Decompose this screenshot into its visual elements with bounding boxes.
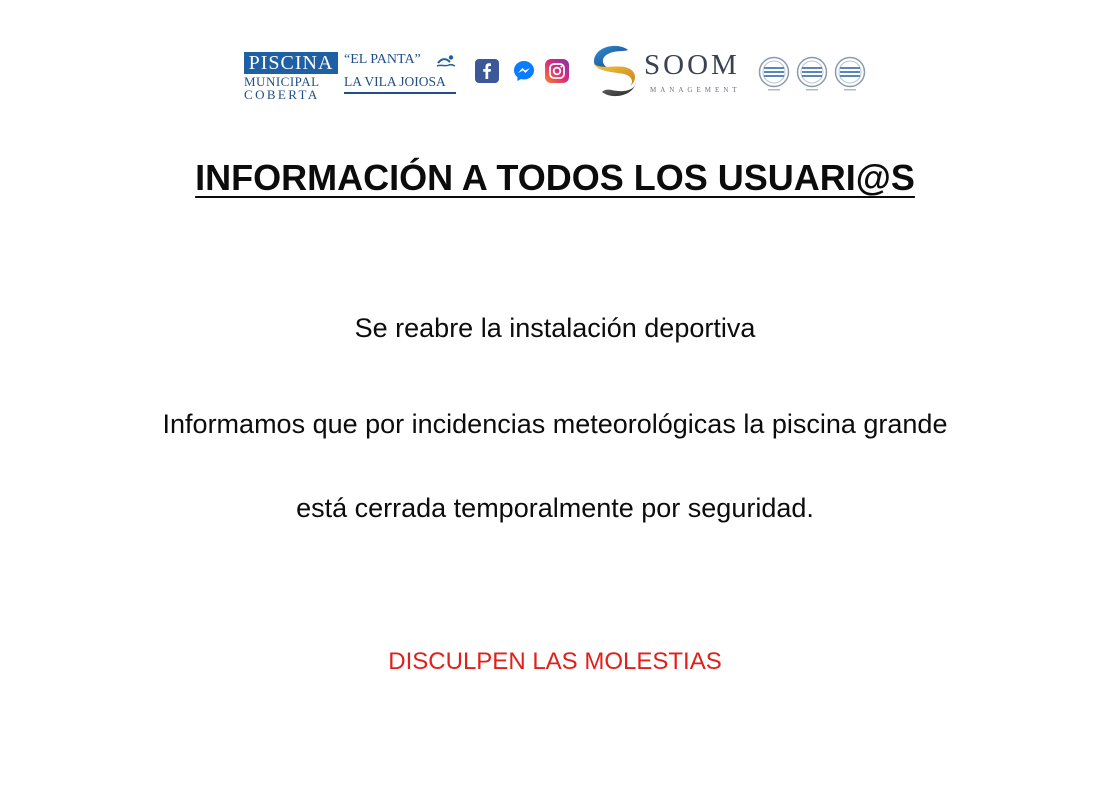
soom-logo-subtitle: MANAGEMENT [650,86,741,94]
apology-message: DISCULPEN LAS MOLESTIAS [388,648,722,675]
instagram-icon[interactable] [545,59,569,83]
piscina-logo-municipal: MUNICIPAL [244,74,320,89]
piscina-logo-word: PISCINA [244,52,338,74]
certification-badge-icon [834,56,866,92]
page-title [0,154,1110,202]
swimmer-icon [436,54,456,68]
piscina-municipal-logo [244,52,340,100]
soom-logo-word: SOOM [644,49,740,81]
soom-management-logo [588,40,748,100]
closure-notice-line-1: Informamos que por incidencias meteorológicas la piscina grande [162,409,948,439]
messenger-icon[interactable] [512,59,536,83]
el-panta-underline [344,92,456,94]
facebook-icon[interactable] [475,59,499,83]
el-panta-town: LA VILA JOIOSA [344,74,446,89]
closure-notice-line-2: está cerrada temporalmente por seguridad. [296,493,814,523]
soom-emblem-icon [588,42,642,100]
logo-strip [244,40,874,102]
piscina-logo-coberta: COBERTA [244,87,320,102]
reopening-notice: Se reabre la instalación deportiva [354,313,756,343]
certification-badge-icon [796,56,828,92]
page-title-text: INFORMACIÓN A TODOS LOS USUARI@S [195,157,915,198]
el-panta-name: “EL PANTA” [344,52,421,67]
certification-badge-icon [758,56,790,92]
el-panta-logo [344,52,460,98]
